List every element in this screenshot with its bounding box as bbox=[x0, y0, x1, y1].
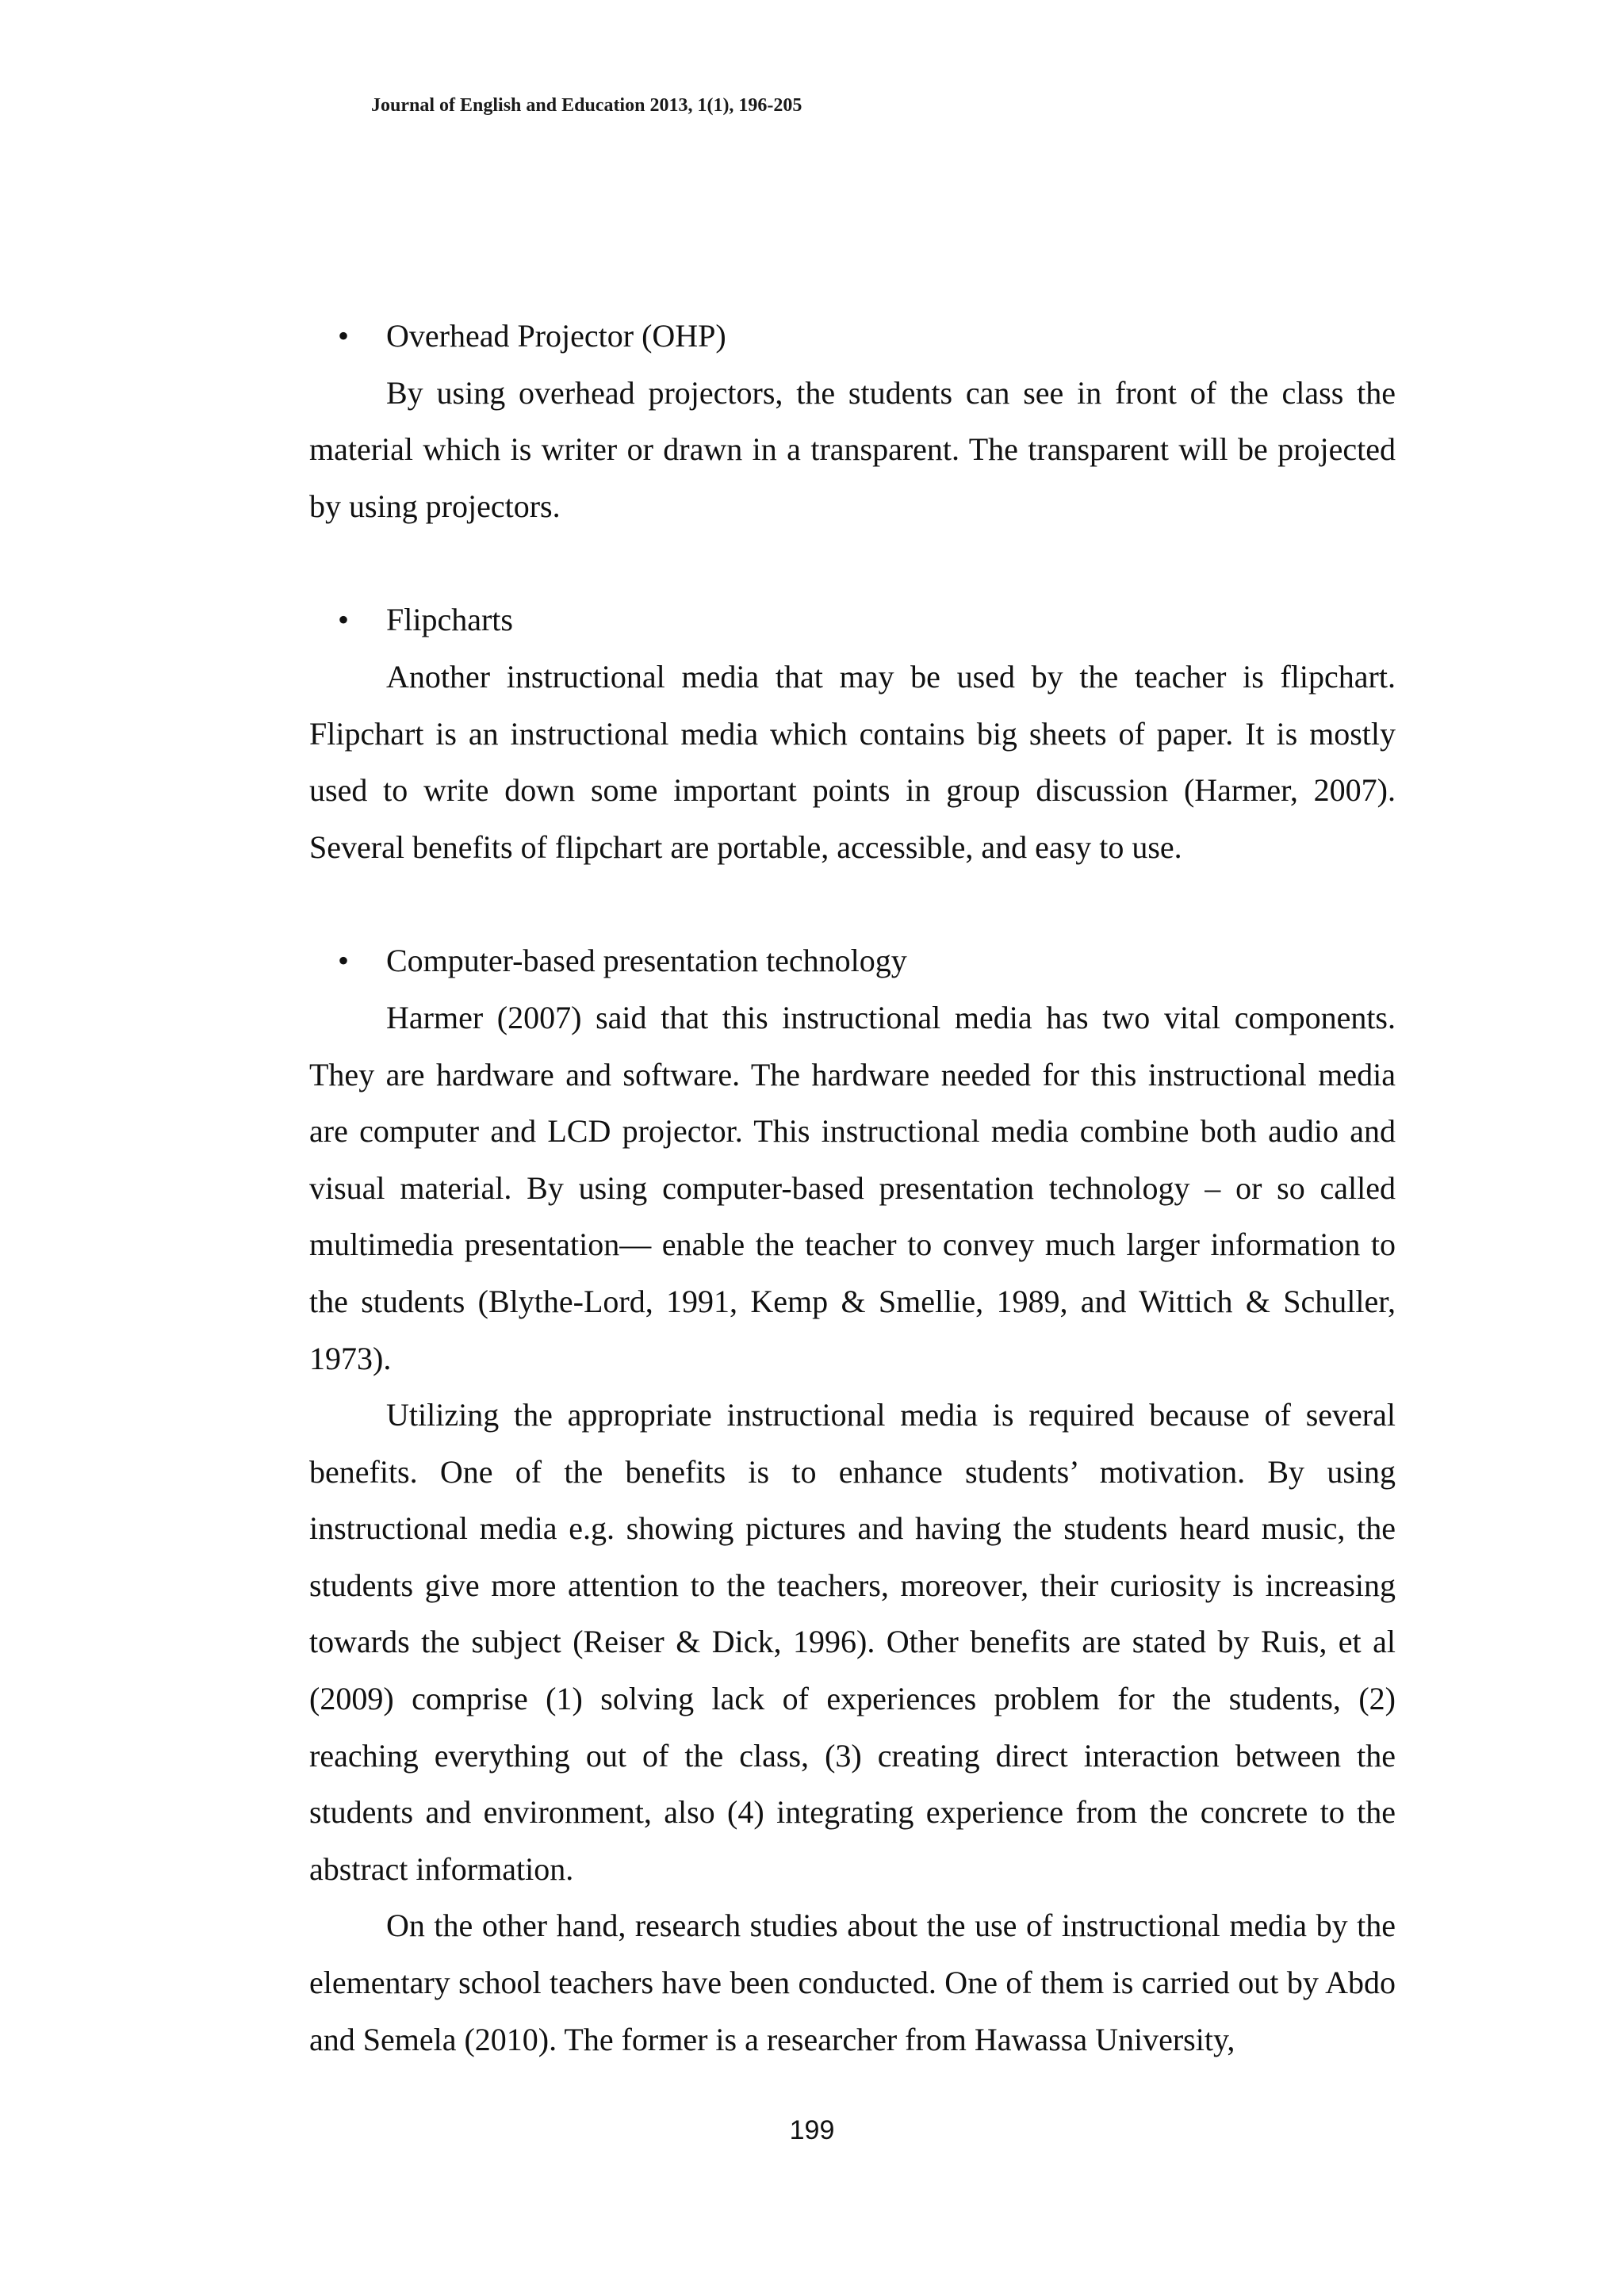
bullet-heading bbox=[309, 932, 1396, 989]
bullet-heading-text: Computer-based presentation technology bbox=[386, 943, 907, 979]
bullet-icon: • bbox=[338, 943, 350, 979]
bullet-heading bbox=[309, 308, 1396, 365]
section-paragraph: By using overhead projectors, the students can see in front of the class the material which is writer or drawn in a transparent. The transparent will be projected by using projectors. bbox=[309, 374, 1396, 524]
body-paragraph-research: On the other hand, research studies about the use of instructional media by the elementary school teachers have been conducted. One of them is carried out by Abdo and Semela (2010). The former is a researcher from Hawassa University, bbox=[309, 1908, 1396, 2057]
page-number: 199 bbox=[789, 2115, 835, 2145]
running-header: Journal of English and Education 2013, 1(1), 196-205 bbox=[371, 95, 802, 116]
section-paragraph: Another instructional media that may be used by the teacher is flipchart. Flipchart is an instructional media which contains big sheets of paper. It is mostly used to write down some important points in group discussion (Harmer, 2007). Several benefits of flipchart are portable, accessible, and easy to use. bbox=[309, 658, 1396, 865]
bullet-icon: • bbox=[338, 602, 350, 638]
page-body bbox=[309, 308, 1396, 2068]
section-computer-presentation bbox=[309, 932, 1396, 1387]
section-paragraph: Harmer (2007) said that this instructional media has two vital components. They are hardware and software. The hardware needed for this instructional media are computer and LCD projector. This instructional media combine both audio and visual material. By using computer-based presentation technology – or so called multimedia presentation— enable the teacher to convey much larger information to the students (Blythe-Lord, 1991, Kemp & Smellie, 1989, and Wittich & Schuller, 1973). bbox=[309, 999, 1396, 1376]
bullet-heading bbox=[309, 591, 1396, 649]
bullet-heading-text: Flipcharts bbox=[386, 602, 513, 638]
body-paragraph-benefits: Utilizing the appropriate instructional media is required because of several benefits. One of the benefits is to enhance students’ motivation. By using instructional media e.g. showing pictures and having the students heard music, the students give more attention to the teachers, moreover, their curiosity is increasing towards the subject (Reiser & Dick, 1996). Other benefits are stated by Ruis, et al (2009) comprise (1) solving lack of experiences problem for the students, (2) reaching everything out of the class, (3) creating direct interaction between the students and environment, also (4) integrating experience from the concrete to the abstract information. bbox=[309, 1397, 1396, 1887]
bullet-icon: • bbox=[338, 318, 350, 354]
bullet-heading-text: Overhead Projector (OHP) bbox=[386, 318, 726, 354]
section-overhead-projector bbox=[309, 308, 1396, 534]
section-flipcharts bbox=[309, 591, 1396, 875]
